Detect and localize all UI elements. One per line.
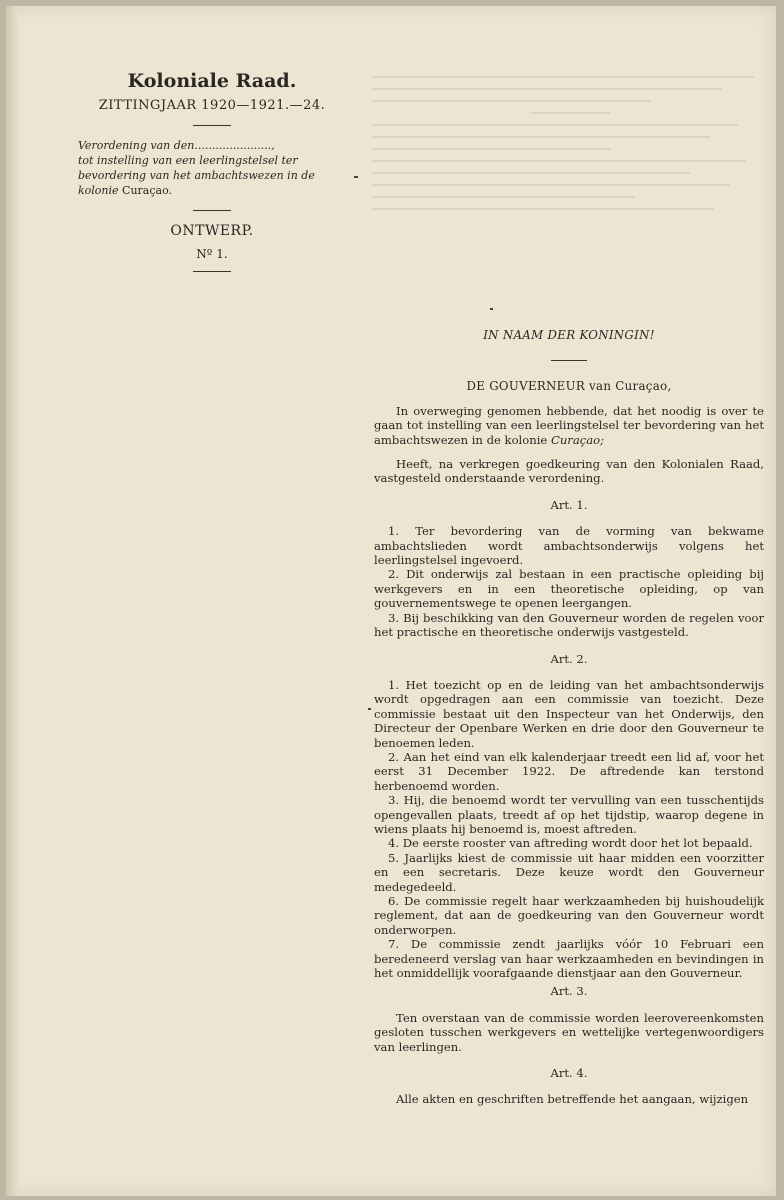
article-item: 5. Jaarlijks kiest de commissie uit haar midden een voorzitter en een secretaris. Deze keuze wordt den Gouverneur medegedeeld. [374,850,764,894]
article-item: 2. Aan het eind van elk kalenderjaar treedt een lid af, voor het eerst 31 December 1922. De aftredende kan terstond herbenoemd worden. [374,749,764,793]
preamble-text: In overweging genomen hebbende, dat het noodig is over te gaan tot instelling van een leerlingstelsel ter bevordering van het ambachtswezen in de kolonie [374,403,764,447]
invocation: IN NAAM DER KONINGIN! [483,328,655,342]
article-item: 1. Ter bevordering van de vorming van bekwame ambachtslieden wordt ambachtsonderwijs volgens het leerlingstelsel ingevoerd. [374,524,764,568]
preamble-paragraph: Heeft, na verkregen goedkeuring van den Kolonialen Raad, vastgesteld onderstaande verordening. [374,457,764,486]
article-heading: Art. 1. [550,497,588,512]
stray-mark [354,176,358,178]
document-page [6,6,776,1196]
session-year: ZITTINGJAAR 1920—1921.—24. [98,98,326,113]
document-header [76,70,348,284]
draft-label: ONTWERP. [170,223,254,239]
bleed-through-texture [372,76,770,316]
description-place: Curaçao. [122,184,173,197]
divider [551,360,587,361]
article-item: 1. Het toezicht op en de leiding van het ambachtsonderwijs wordt opgedragen aan een commissie van toezicht. Deze commissie bestaat uit den Inspecteur van het Onderwijs, den Directeur der Openbare Werken en drie door den Gouverneur te benoemen leden. [374,677,764,750]
article-item: Alle akten en geschriften betreffende het aangaan, wijzigen [396,1092,749,1107]
article-item: 3. Bij beschikking van den Gouverneur worden de regelen voor het practische en theoretische onderwijs vastgesteld. [374,610,764,640]
article-item: 3. Hij, die benoemd wordt ter vervulling van een tusschentijds opengevallen plaats, treedt af op het tijdstip, waarop degene in wiens plaats hij benoemd is, moest aftreden. [374,793,764,836]
preamble-place: Curaçao; [550,432,605,447]
preamble-paragraph [374,404,764,447]
stray-mark [368,708,371,710]
article-heading: Art. 4. [550,1066,588,1081]
description-lead: Verordening van den......................, [78,139,275,152]
article-item: 4. De eerste rooster van aftreding wordt door het lot bepaald. [388,836,753,851]
binding-edge [6,6,18,1196]
issuer: DE GOUVERNEUR van Curaçao, [466,379,672,394]
description-body: tot instelling van een leerlingstelsel ter bevordering van het ambachtswezen in de kolonie [78,154,315,197]
article-item: Ten overstaan van de commissie worden leerovereenkomsten gesloten tusschen werkgevers en wettelijke vertegenwoordigers van leerlingen. [374,1010,764,1054]
article-item: 2. Dit onderwijs zal bestaan in een practische opleiding bij werkgevers en in een theoretische opleiding, op van gouvernementswege te openen leergangen. [374,567,764,611]
article-item: 7. De commissie zendt jaarlijks vóór 10 Februari een beredeneerd verslag van haar werkzaamheden en bevindingen in het onmiddellijk voorafgaande dienstjaar aan den Gouverneur. [374,937,764,981]
divider [193,125,231,126]
organisation-title: Koloniale Raad. [127,70,297,92]
article-item: 6. De commissie regelt haar werkzaamheden bij huishoudelijk reglement, dat aan de goedkeuring van den Gouverneur wordt onderworpen. [374,894,764,937]
stray-mark [490,308,493,310]
document-number: Nº 1. [196,247,228,261]
ordinance-description [78,138,348,198]
divider [193,271,231,272]
divider [193,210,231,211]
article-heading: Art. 3. [550,984,588,999]
article-heading: Art. 2. [550,651,588,666]
ordinance-body [374,328,764,1107]
